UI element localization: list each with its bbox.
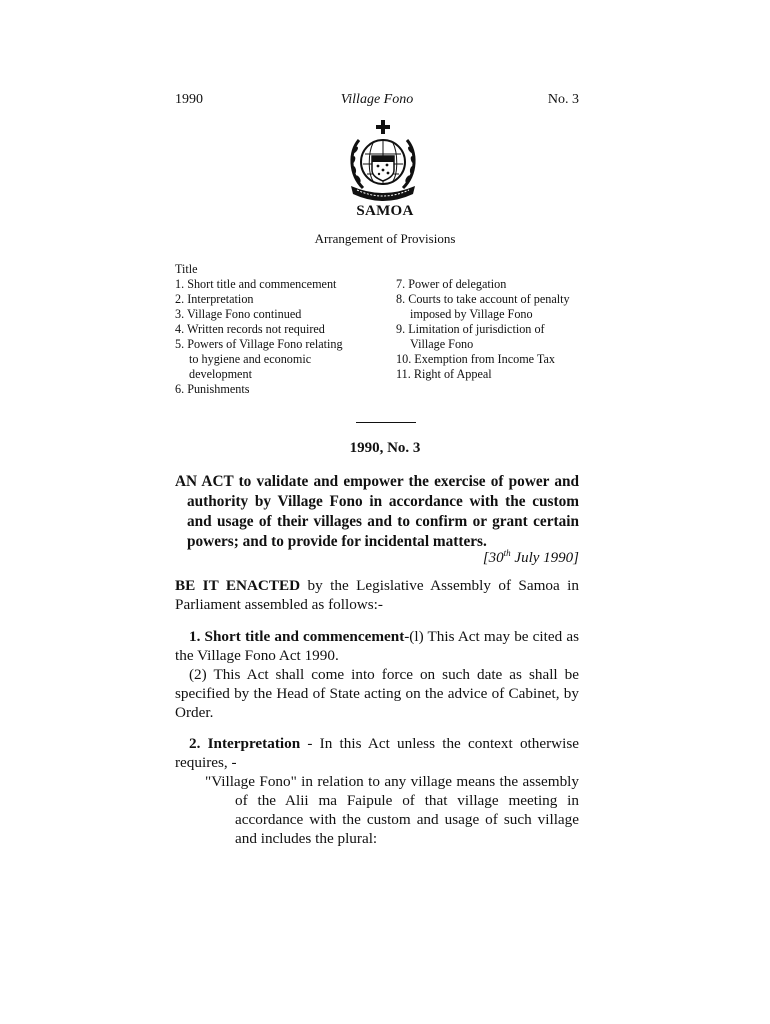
act-number-heading: 1990, No. 3 [349, 440, 421, 456]
section-2: 2. Interpretation - In this Act unless the context otherwise requires, - "Village Fono" in relation to any village means the assembly of the Alii ma Faipule of that village meeting in accordance with the custom and usage of such village and includes the plural: [175, 735, 579, 847]
toc-item: 8. Courts to take account of penalty imposed by Village Fono [396, 292, 570, 321]
toc-item: 1. Short title and commencement [175, 277, 337, 291]
definition: "Village Fono" in relation to any village means the assembly of the Alii ma Faipule of that village meeting in accordance with the custom and usage of such village and includes the plural: [205, 773, 579, 847]
long-title: AN ACT to validate and empower the exercise of power and authority by Village Fono in accordance with the custom and usage of their villages and to confirm or grant certain powers; and to provide for incidental matters. [175, 473, 579, 550]
toc-item: 10. Exemption from Income Tax [396, 352, 556, 366]
toc-item: 5. Powers of Village Fono relating to hygiene and economic development [175, 337, 343, 381]
toc-item: 7. Power of delegation [396, 277, 507, 291]
toc-item: 6. Punishments [175, 382, 250, 396]
section-1: 1. Short title and commencement-(l) This Act may be cited as the Village Fono Act 1990. (2) This Act shall come into force on such date as shall be specified by the Head of State acting on the advice of Cabinet, by Order. [175, 628, 579, 721]
enacting-clause: BE IT ENACTED by the Legislative Assembly of Samoa in Parliament assembled as follows:- [175, 577, 579, 613]
assent-date: [30th July 1990] [482, 548, 579, 566]
header-act-title: Village Fono [340, 92, 414, 107]
arrangement-heading: Arrangement of Provisions [314, 231, 456, 246]
subsection: (2) This Act shall come into force on such date as shall be specified by the Head of State acting on the advice of Cabinet, by Order. [175, 666, 579, 721]
toc-right-column [396, 277, 596, 382]
toc-item: 11. Right of Appeal [396, 367, 492, 381]
running-header [175, 92, 579, 110]
section-heading: 2. Interpretation [189, 735, 301, 752]
toc-left-column [175, 277, 375, 397]
toc-item: 3. Village Fono continued [175, 307, 302, 321]
header-act-number: No. 3 [547, 92, 579, 107]
section-heading: 1. Short title and commencement [189, 628, 405, 645]
header-year: 1990 [175, 92, 203, 107]
toc-item: 2. Interpretation [175, 292, 254, 306]
table-of-provisions [175, 262, 585, 396]
country-heading: SAMOA [356, 203, 414, 219]
toc-item: 4. Written records not required [175, 322, 325, 336]
toc-item: 9. Limitation of jurisdiction of Village Fono [396, 322, 545, 351]
toc-title: Title [175, 262, 198, 276]
coat-of-arms-icon [343, 118, 423, 202]
divider [356, 422, 416, 423]
